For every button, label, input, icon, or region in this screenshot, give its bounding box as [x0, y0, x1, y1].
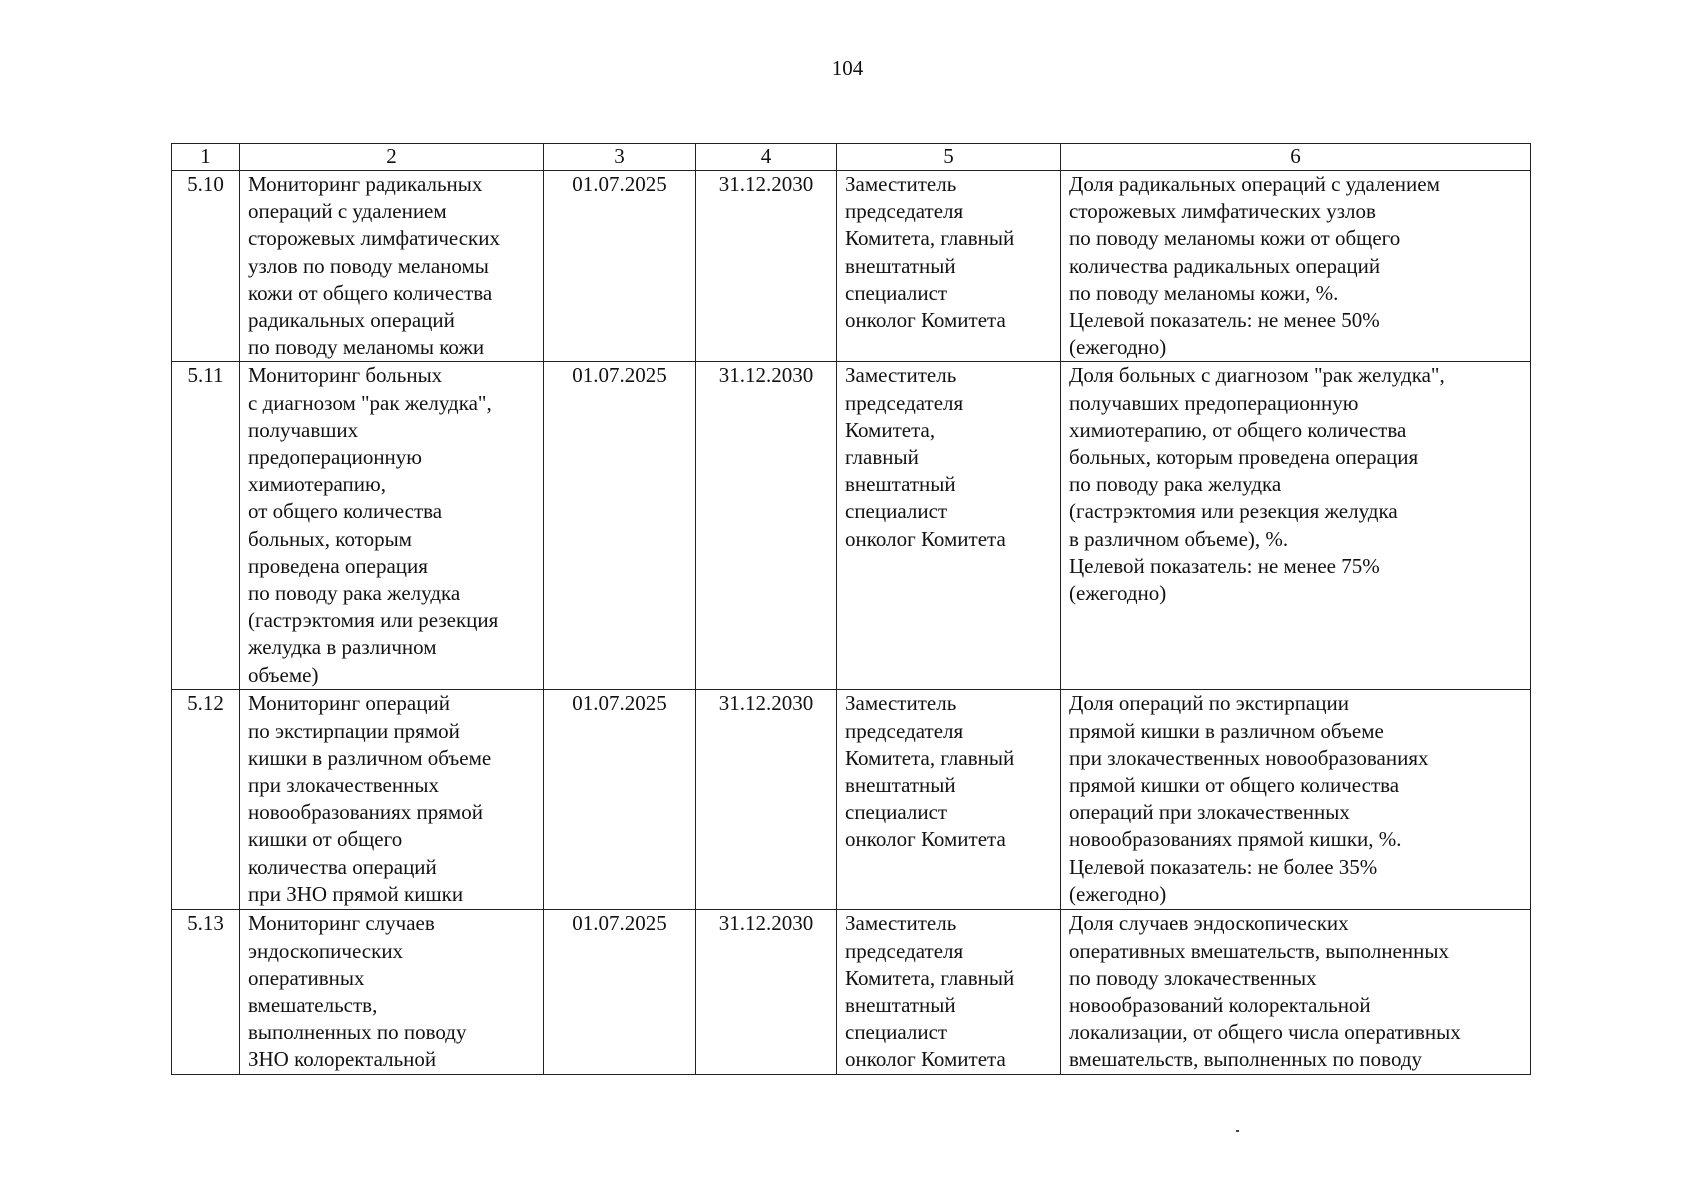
start-date-cell: 01.07.2025: [544, 362, 696, 690]
header-row: [172, 144, 1531, 171]
scan-speck: [1236, 1130, 1239, 1132]
activity-cell: Мониторинг случаев эндоскопических оперативных вмешательств, выполненных по поводу ЗНО колоректальной: [240, 910, 544, 1074]
table-row: [172, 690, 1531, 910]
activity-cell: Мониторинг больных с диагнозом "рак желудка", получавших предоперационную химиотерапию, от общего количества больных, которым проведена операция по поводу рака желудка (гастрэктомия или резекция желудка в различном объеме): [240, 362, 544, 690]
end-date-cell: 31.12.2030: [696, 690, 837, 910]
row-number: 5.11: [172, 362, 240, 690]
end-date-cell: 31.12.2030: [696, 910, 837, 1074]
responsible-cell: Заместитель председателя Комитета, главный внештатный специалист онколог Комитета: [837, 910, 1061, 1074]
header-col-5: 5: [837, 144, 1061, 171]
start-date-cell: 01.07.2025: [544, 690, 696, 910]
table-header: [172, 144, 1531, 171]
page-number: 104: [831, 56, 864, 80]
header-col-6: 6: [1061, 144, 1531, 171]
row-number: 5.12: [172, 690, 240, 910]
row-number: 5.13: [172, 910, 240, 1074]
indicator-cell: Доля случаев эндоскопических оперативных вмешательств, выполненных по поводу злокачественных новообразований колоректальной локализации, от общего числа оперативных вмешательств, выполненных по поводу: [1061, 910, 1531, 1074]
indicator-cell: Доля больных с диагнозом "рак желудка", получавших предоперационную химиотерапию, от общего количества больных, которым проведена операция по поводу рака желудка (гастрэктомия или резекция желудка в различном объеме), %. Целевой показатель: не менее 75% (ежегодно): [1061, 362, 1531, 690]
responsible-cell: Заместитель председателя Комитета, главный внештатный специалист онколог Комитета: [837, 690, 1061, 910]
table-row: [172, 362, 1531, 690]
indicator-cell: Доля радикальных операций с удалением сторожевых лимфатических узлов по поводу меланомы кожи от общего количества радикальных операций по поводу меланомы кожи, %. Целевой показатель: не менее 50% (ежегодно): [1061, 171, 1531, 362]
table-row: [172, 910, 1531, 1074]
header-col-2: 2: [240, 144, 544, 171]
responsible-cell: Заместитель председателя Комитета, главный внештатный специалист онколог Комитета: [837, 362, 1061, 690]
end-date-cell: 31.12.2030: [696, 171, 837, 362]
table-body: [172, 171, 1531, 1075]
start-date-cell: 01.07.2025: [544, 171, 696, 362]
header-col-4: 4: [696, 144, 837, 171]
start-date-cell: 01.07.2025: [544, 910, 696, 1074]
table-row: [172, 171, 1531, 362]
measures-table: [171, 143, 1531, 1075]
header-col-3: 3: [544, 144, 696, 171]
row-number: 5.10: [172, 171, 240, 362]
end-date-cell: 31.12.2030: [696, 362, 837, 690]
responsible-cell: Заместитель председателя Комитета, главный внештатный специалист онколог Комитета: [837, 171, 1061, 362]
activity-cell: Мониторинг радикальных операций с удалением сторожевых лимфатических узлов по поводу меланомы кожи от общего количества радикальных операций по поводу меланомы кожи: [240, 171, 544, 362]
activity-cell: Мониторинг операций по экстирпации прямой кишки в различном объеме при злокачественных новообразованиях прямой кишки от общего количества операций при ЗНО прямой кишки: [240, 690, 544, 910]
header-col-1: 1: [172, 144, 240, 171]
indicator-cell: Доля операций по экстирпации прямой кишки в различном объеме при злокачественных новообразованиях прямой кишки от общего количества операций при злокачественных новообразованиях прямой кишки, %. Целевой показатель: не более 35% (ежегодно): [1061, 690, 1531, 910]
